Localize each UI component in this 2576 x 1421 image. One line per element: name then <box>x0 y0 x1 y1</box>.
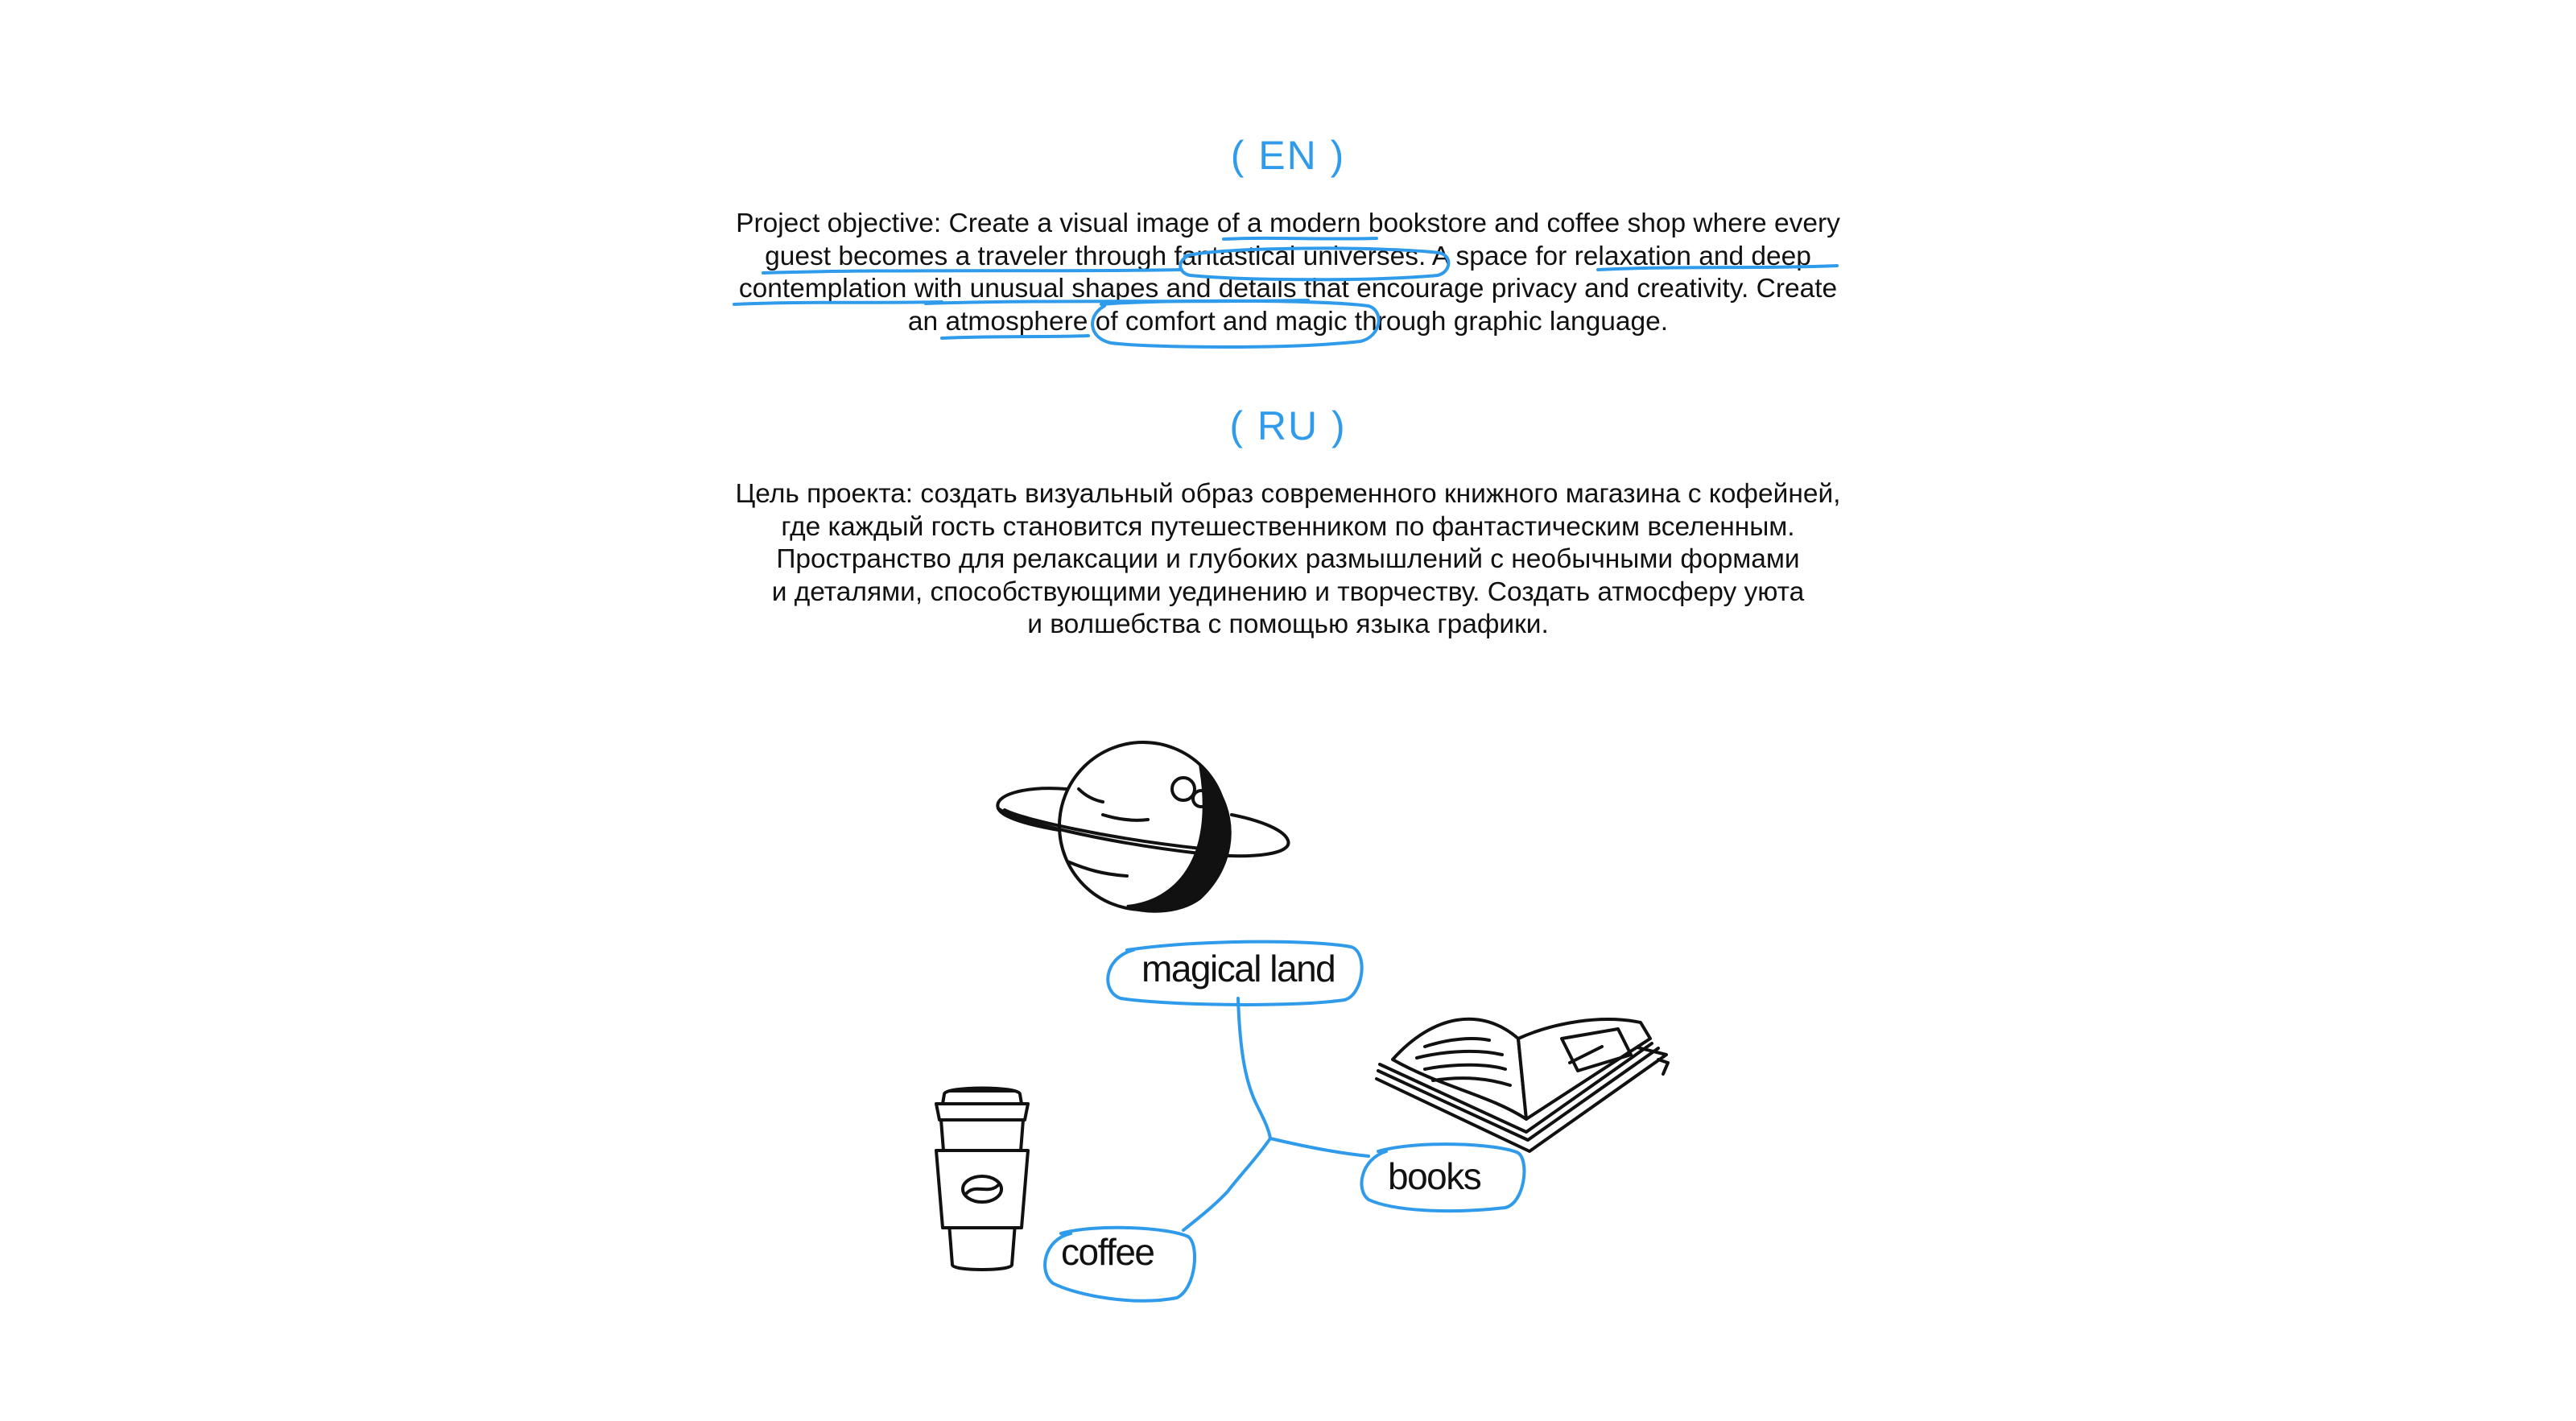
en-line-2: guest becomes a traveler through fantastical universes. A space for relaxation and deep <box>765 241 1811 271</box>
mindmap-connectors <box>1183 998 1368 1230</box>
label-magical-land: magical land <box>1141 948 1335 989</box>
ru-section-tag: ( RU ) <box>1229 403 1347 448</box>
planet-icon <box>990 741 1296 934</box>
ru-line-5: и волшебства с помощью языка графики. <box>1027 609 1549 639</box>
label-coffee: coffee <box>1061 1231 1154 1273</box>
coffee-cup-icon <box>922 1083 1042 1276</box>
open-book-icon <box>1368 990 1674 1175</box>
ru-line-1: Цель проекта: создать визуальный образ современного книжного магазина с кофейней, <box>735 479 1841 509</box>
connector-center <box>1238 998 1270 1138</box>
connector-coffee <box>1183 1138 1270 1230</box>
en-line-1: Project objective: Create a visual image of a modern bookstore and coffee shop where every <box>736 209 1840 238</box>
ru-line-2: где каждый гость становится путешественником по фантастическим вселенным. <box>781 511 1795 542</box>
en-line-4: an atmosphere of comfort and magic through graphic language. <box>907 306 1669 337</box>
connector-books <box>1270 1138 1368 1156</box>
en-section-tag: ( EN ) <box>1230 133 1346 178</box>
label-books: books <box>1388 1155 1481 1197</box>
ru-line-3: Пространство для релаксации и глубоких размышлений с необычными формами <box>776 544 1800 574</box>
en-line-3: contemplation with unusual shapes and details that encourage privacy and creativity. Create <box>738 274 1838 304</box>
ru-line-4: и деталями, способствующими уединению и творчеству. Создать атмосферу уюта <box>771 576 1805 607</box>
